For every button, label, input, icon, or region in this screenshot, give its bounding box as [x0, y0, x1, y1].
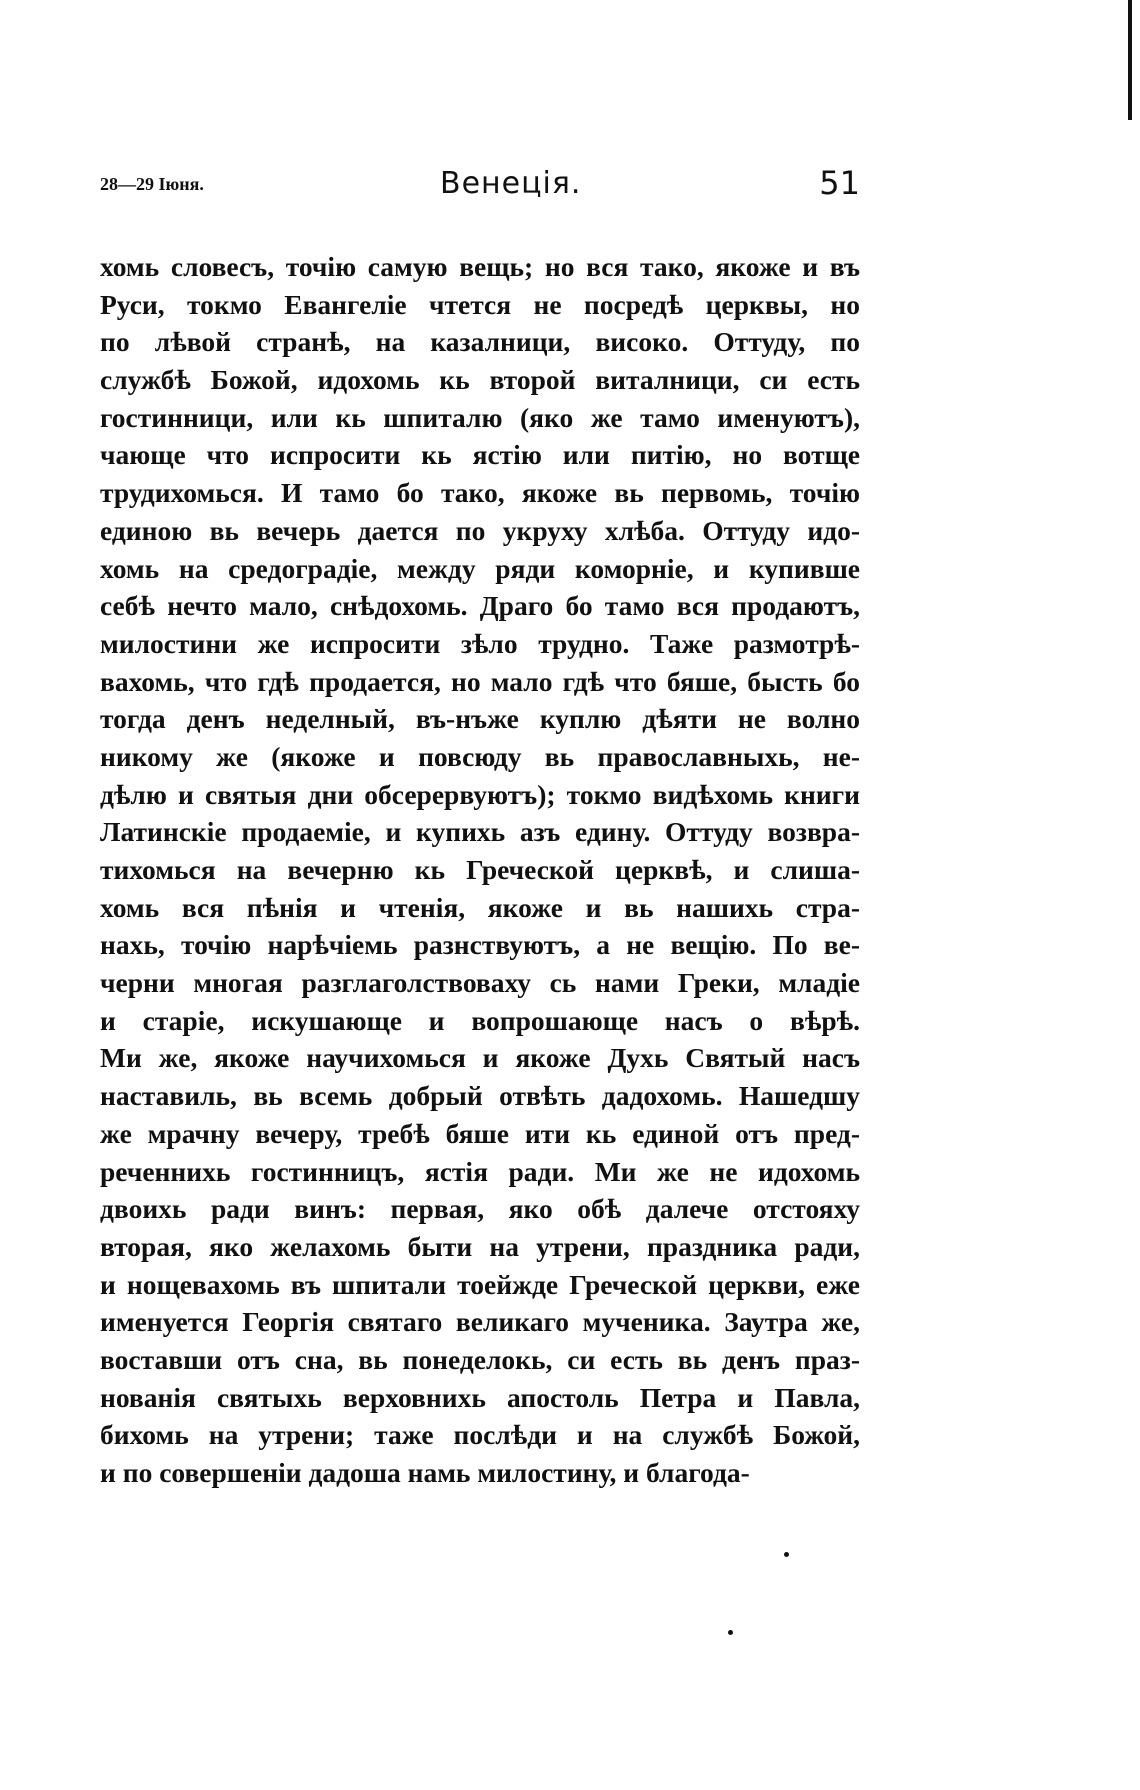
text-line: вахомь, что гдѣ продается, но мало гдѣ что бяше, бысть бо	[100, 665, 860, 697]
text-line: именуется Георгія святаго великаго мученика. Заутра же,	[100, 1306, 860, 1338]
text-line: бихомь на утрени; таже послѣди и на службѣ Божой,	[100, 1419, 860, 1451]
text-line: и старіе, искушающе и вопрошающе насъ о вѣрѣ.	[100, 1004, 860, 1036]
text-line: и нощевахомь въ шпитали тоейжде Греческой церкви, еже	[100, 1268, 860, 1300]
text-line: трудихомься. И тамо бо тако, якоже вь первомь, точію	[100, 477, 860, 509]
text-line: Руси, токмо Евангеліе чтется не посредѣ церквы, но	[100, 288, 860, 320]
running-header	[100, 164, 860, 214]
text-line: двоихь ради винъ: первая, яко обѣ далече отстояху	[100, 1193, 860, 1225]
text-line: наставиль, вь всемь добрый отвѣть дадохомь. Нашедшу	[100, 1080, 860, 1112]
body-text	[100, 248, 860, 1492]
text-line: службѣ Божой, идохомь кь второй виталници, си есть	[100, 364, 860, 396]
header-title: Венеція.	[440, 166, 582, 201]
text-line: воставши отъ сна, вь понеделокь, си есть вь денъ праз-	[100, 1343, 860, 1375]
page-number: 51	[819, 164, 860, 202]
text-line: хомь на средоградіе, между ряди коморніе, и купивше	[100, 552, 860, 584]
text-line: нованія святыхь верховнихь апостоль Петра и Павла,	[100, 1381, 860, 1413]
text-line: тогда денъ неделный, въ-нъже куплю дѣяти не волно	[100, 703, 860, 735]
text-line: милостини же испросити зѣло трудно. Таже размотрѣ-	[100, 627, 860, 659]
text-line: Ми же, якоже научихомься и якоже Духь Святый насъ	[100, 1042, 860, 1074]
text-line: тихомься на вечерню кь Греческой церквѣ, и слиша-	[100, 854, 860, 885]
text-line: единою вь вечерь дается по укруху хлѣба. Оттуду идо-	[100, 514, 860, 546]
scan-edge-mark	[1128, 0, 1132, 120]
text-line: Латинскіе продаеміе, и купихь азъ едину. Оттуду возвра-	[100, 816, 860, 848]
text-line: вторая, яко желахомь быти на утрени, праздника ради,	[100, 1230, 860, 1262]
speck-mark	[728, 1630, 733, 1635]
text-line: и по совершеніи дадоша намь милостину, и благода-	[100, 1457, 750, 1488]
speck-mark	[784, 1552, 789, 1557]
text-line: чающе что испросити кь ястію или питію, но вотще	[100, 439, 860, 471]
text-line: хомь словесъ, точію самую вещь; но вся тако, якоже и въ	[100, 251, 860, 282]
text-line: себѣ нечто мало, снѣдохомь. Драго бо тамо вся продаютъ,	[100, 590, 860, 622]
header-date: 28—29 Іюня.	[100, 174, 204, 194]
text-line: никому же (якоже и повсюду вь православныхь, не-	[100, 740, 860, 772]
text-line: же мрачну вечеру, требѣ бяше ити кь единой отъ пред-	[100, 1117, 860, 1149]
text-line: нахь, точію нарѣчіемь разнствуютъ, а не вещію. По ве-	[100, 929, 860, 961]
text-line: черни многая разглаголствоваху сь нами Греки, младіе	[100, 967, 860, 999]
text-line: реченнихь гостинницъ, ястія ради. Ми же не идохомь	[100, 1155, 860, 1187]
text-line: гостинници, или кь шпиталю (яко же тамо именуютъ),	[100, 401, 860, 433]
text-line: дѣлю и святыя дни обсерервуютъ); токмо видѣхомь книги	[100, 778, 860, 810]
text-line: по лѣвой странѣ, на казалници, високо. Оттуду, по	[100, 326, 860, 358]
text-line: хомь вся пѣнія и чтенія, якоже и вь нашихь стра-	[100, 891, 860, 923]
